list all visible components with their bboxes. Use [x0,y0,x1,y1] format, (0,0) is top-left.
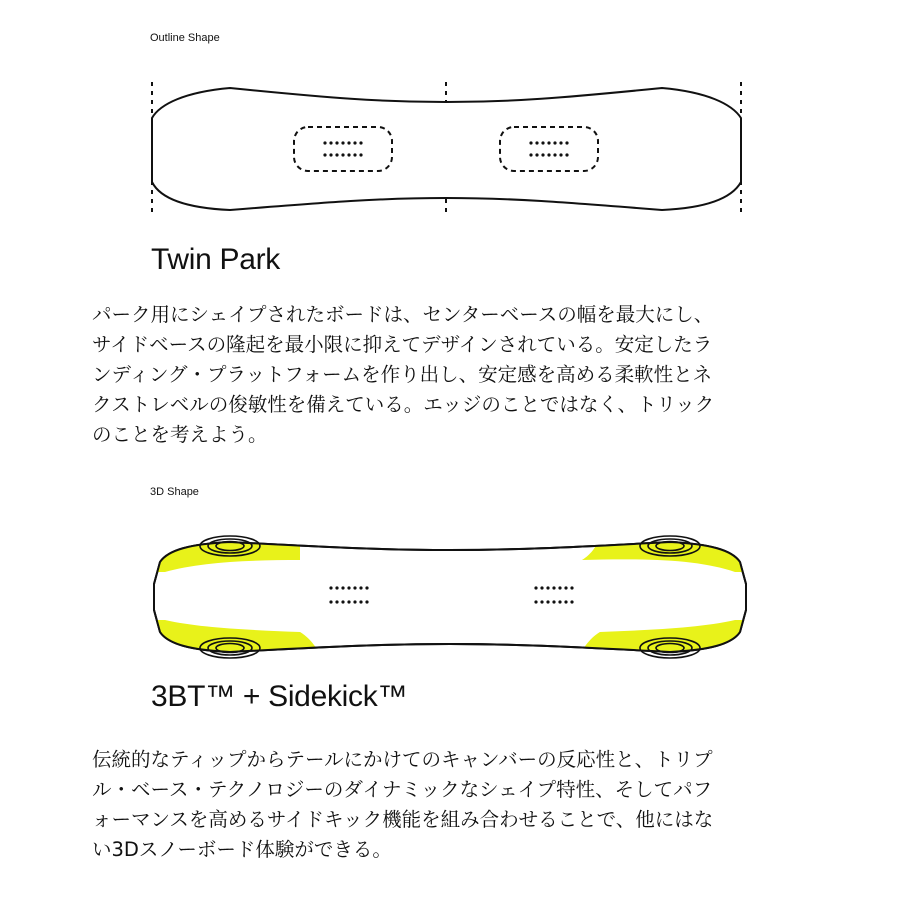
outline-shape-description [92,300,832,450]
3d-shape-label: 3D Shape [150,486,199,498]
outline-description-line: パーク用にシェイプされたボードは、センターベースの幅を最大にし、 [92,303,714,326]
3d-description-line: ル・ベース・テクノロジーのダイナミックなシェイプ特性、そしてパフ [92,778,713,801]
3d-description-line: い3Dスノーボード体験ができる。 [92,838,392,861]
outline-shape-title: Twin Park [151,243,281,276]
3d-description-line: ォーマンスを高めるサイドキック機能を組み合わせることで、他にはな [92,808,714,831]
3d-shape-title: 3BT™ + Sidekick™ [151,680,408,713]
3d-shape-description [92,745,832,865]
outline-shape-label: Outline Shape [150,32,220,44]
outline-description-line: ンディング・プラットフォームを作り出し、安定感を高める柔軟性とネ [92,363,713,386]
3d-description-line: 伝統的なティップからテールにかけてのキャンバーの反応性と、トリプ [92,748,713,771]
outline-description-line: クストレベルの俊敏性を備えている。エッジのことではなく、トリック [92,393,715,416]
outline-shape-diagram [0,0,900,230]
outline-description-line: サイドベースの隆起を最小限に抑えてデザインされている。安定したラ [92,333,713,356]
3d-shape-diagram [0,510,900,680]
outline-description-line: のことを考えよう。 [92,423,268,446]
outline-board-shape [152,88,741,210]
